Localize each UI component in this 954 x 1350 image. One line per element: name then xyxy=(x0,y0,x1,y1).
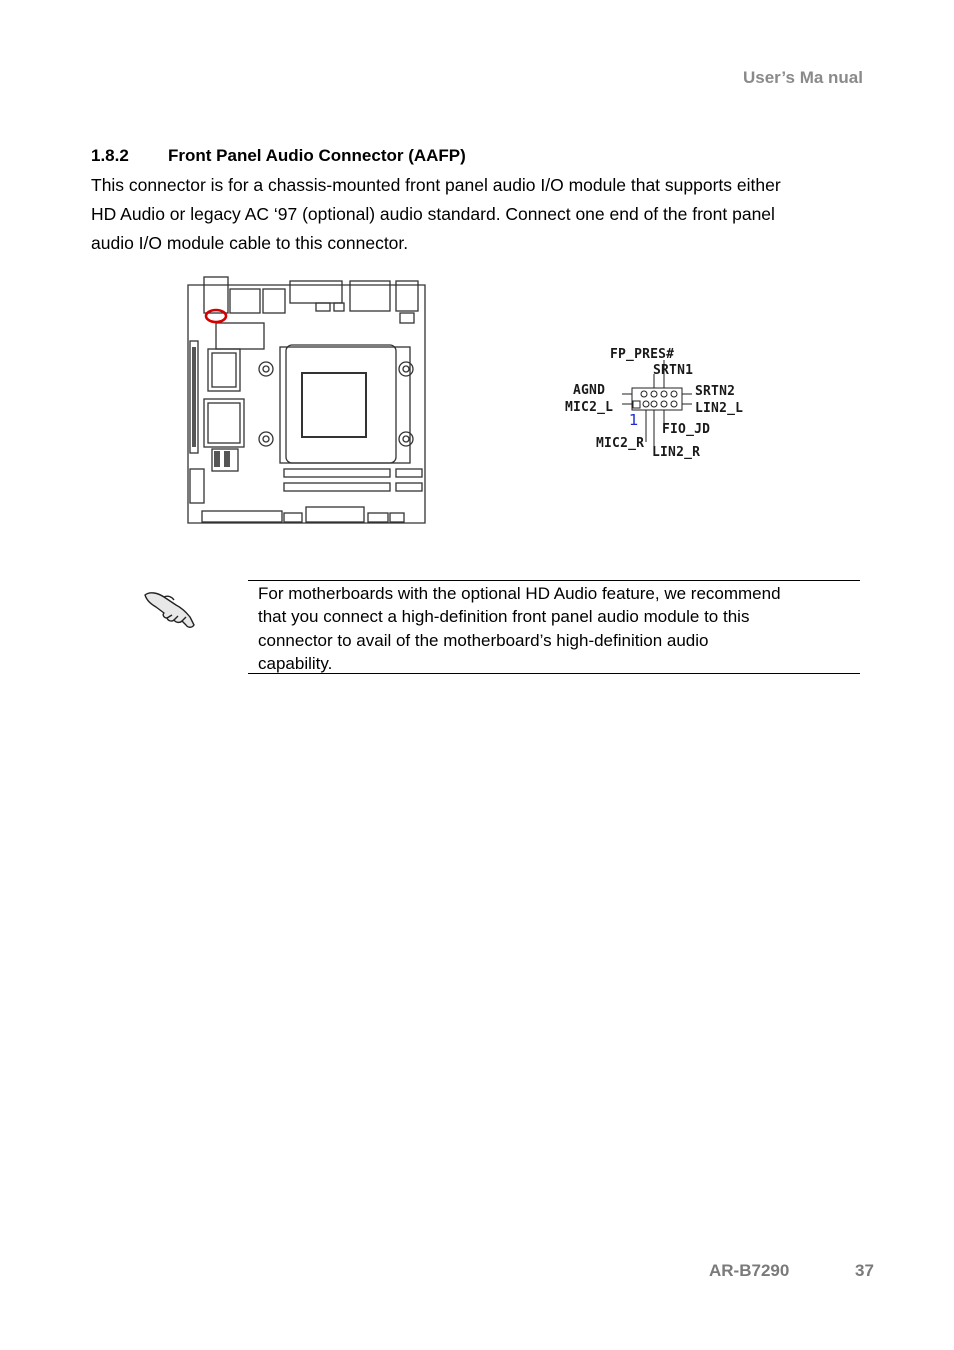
pin-label-lin2-l: LIN2_L xyxy=(695,401,744,416)
bottom-connector-2 xyxy=(284,513,302,522)
chip-2-inner xyxy=(208,403,240,443)
small-header-right xyxy=(396,469,422,477)
bottom-connector-3 xyxy=(306,507,364,522)
pinout-diagram xyxy=(560,342,760,462)
motherboard-diagram xyxy=(180,273,430,529)
caps-fill xyxy=(214,451,220,467)
pin-one-marker: 1 xyxy=(629,411,639,429)
memory-slot-1 xyxy=(284,469,390,477)
note-line: capability. xyxy=(258,653,333,673)
section-number: 1.8.2 xyxy=(91,146,129,165)
mount-hole xyxy=(399,362,413,376)
note-line: connector to avail of the motherboard’s high‐definition audio xyxy=(258,630,709,650)
io-lan-port xyxy=(230,289,260,313)
footer-model: AR-B7290 xyxy=(709,1261,790,1280)
bottom-connector-4 xyxy=(368,513,388,522)
mount-hole xyxy=(263,366,269,372)
section-heading xyxy=(91,146,466,166)
small-header-right-2 xyxy=(396,483,422,491)
pin xyxy=(671,401,677,407)
side-connector xyxy=(190,469,204,503)
pin-label-srtn1: SRTN1 xyxy=(653,363,694,378)
body-line: This connector is for a chassis-mounted front panel audio I/O module that supports either xyxy=(91,175,781,195)
chip-2 xyxy=(204,399,244,447)
note-line: that you connect a high-definition front panel audio module to this xyxy=(258,607,750,627)
cpu-retention xyxy=(280,347,410,463)
bottom-connector xyxy=(202,511,282,522)
footer-page-number: 37 xyxy=(855,1261,874,1280)
pin-label-fp-pres: FP_PRES# xyxy=(610,347,675,362)
cpu-socket xyxy=(302,373,366,437)
header-title: User’s Ma nual xyxy=(743,68,863,87)
body-line: audio I/O module cable to this connector. xyxy=(91,233,409,253)
connector-highlight xyxy=(206,310,226,322)
mount-hole xyxy=(259,432,273,446)
note-text xyxy=(258,582,858,675)
pin xyxy=(643,401,649,407)
io-small-header-2 xyxy=(334,303,344,311)
io-small-header xyxy=(316,303,330,311)
io-usb-port xyxy=(263,289,285,313)
pin xyxy=(661,401,667,407)
pin-label-agnd: AGND xyxy=(573,383,606,398)
pin xyxy=(651,401,657,407)
pin-label-mic2-r: MIC2_R xyxy=(596,436,645,451)
pin-label-mic2-l: MIC2_L xyxy=(565,400,614,415)
pointing-hand-icon xyxy=(142,585,198,631)
mount-hole xyxy=(263,436,269,442)
header-block xyxy=(216,323,264,349)
pin-label-fio-jd: FIO_JD xyxy=(662,422,711,437)
io-small-jumper xyxy=(400,313,414,323)
mount-hole xyxy=(399,432,413,446)
chip-1-inner xyxy=(212,353,236,387)
pin xyxy=(661,391,667,397)
memory-slot-2 xyxy=(284,483,390,491)
caps-fill xyxy=(224,451,230,467)
body-line: HD Audio or legacy AC ‘97 (optional) audio standard. Connect one end of the front panel xyxy=(91,204,775,224)
pin xyxy=(651,391,657,397)
pin-label-srtn2: SRTN2 xyxy=(695,384,736,399)
io-vga-port xyxy=(290,281,342,303)
note-box xyxy=(248,580,860,674)
pin xyxy=(671,391,677,397)
section-title: Front Panel Audio Connector (AAFP) xyxy=(168,146,466,165)
mount-hole xyxy=(259,362,273,376)
pin-1-square xyxy=(633,401,640,408)
pin xyxy=(641,391,647,397)
pin-label-lin2-r: LIN2_R xyxy=(652,445,701,460)
bottom-connector-5 xyxy=(390,513,404,522)
io-audio-jack xyxy=(204,277,228,313)
mount-hole xyxy=(403,436,409,442)
note-line: For motherboards with the optional HD Audio feature, we recommend xyxy=(258,584,781,603)
pin-row xyxy=(192,347,196,447)
mount-hole xyxy=(403,366,409,372)
section-body xyxy=(91,171,871,258)
chip-1 xyxy=(208,349,240,391)
